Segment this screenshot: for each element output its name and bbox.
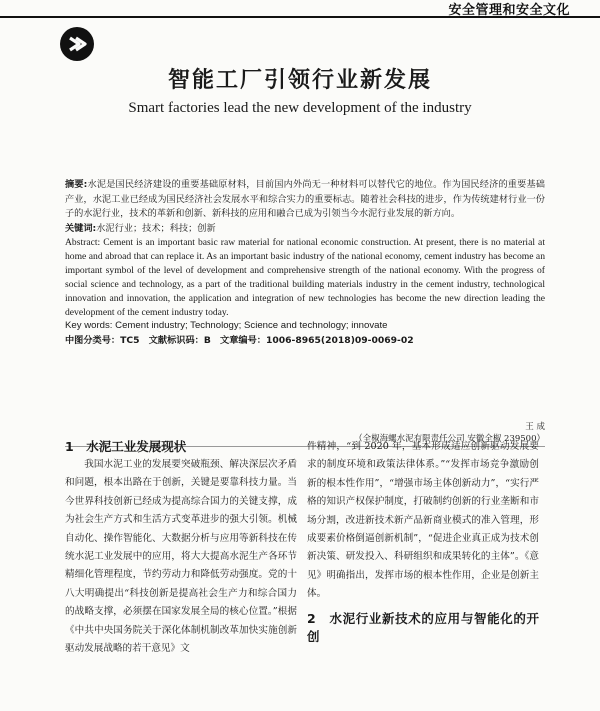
- author-name: 王 成: [525, 422, 545, 432]
- author-affiliation: （全椒海螺水泥有限责任公司 安徽全椒 239500）: [354, 434, 545, 444]
- keywords-zh: [65, 222, 545, 237]
- section-1-paragraph: 我国水泥工业的发展要突破瓶颈、解决深层次矛盾和问题，根本出路在于创新，关键是要靠科技力量。当今世界科技创新已经成为提高综合国力的关键支撑，成为社会生产方式和生活方式变革进步的强大引领。机械自动化、操作智能化、大数据分析与应用等新科技在传统水泥工业发展中的应用，将大大提高水泥生产各环节精细化管理程度，节约劳动力和降低劳动强度。党的十八大明确提出“科技创新是提高社会生产力和综合国力的战略支撑，必须摆在国家发展全局的核心位置。”根据《中共中央国务院关于深化体制机制改革加快实施创新驱动发展战略的若干意见》文: [65, 459, 297, 655]
- article-title-en: Smart factories lead the new development of the industry: [128, 100, 472, 116]
- keywords-label-en: Key words:: [65, 320, 113, 332]
- section-2-heading: 2 水泥行业新技术的应用与智能化的开创: [307, 610, 539, 644]
- article-title-zh: 智能工厂引领行业新发展: [167, 68, 432, 93]
- body-column-left: [65, 438, 297, 658]
- journal-title: 安全管理和安全文化: [448, 3, 570, 18]
- section-1-heading: 1 水泥工业发展现状: [65, 439, 187, 454]
- arrow-right-icon: [60, 27, 94, 61]
- classification-text: 中图分类号：TC5 文献标识码：B 文章编号：1006-8965(2018)09-0069-02: [65, 334, 414, 346]
- abstract-label-zh: 摘要:: [65, 179, 88, 190]
- keywords-label-zh: 关键词:: [65, 222, 97, 234]
- abstract-block: [65, 178, 545, 348]
- abstract-label-en: Abstract:: [65, 237, 101, 248]
- abstract-zh: [65, 178, 545, 222]
- abstract-en: [65, 236, 545, 319]
- abstract-zh-text: 水泥是国民经济建设的重要基础原材料，目前国内外尚无一种材料可以替代它的地位。作为国民经济的重要基础产业，水泥工业已经成为国民经济社会发展水平和综合实力的重要标志。随着社会科技的进步，作为传统建材行业一份子的水泥行业，技术的革新和创新、新科技的应用和融合已成为引领当今水泥行业发展的新方向。: [65, 179, 545, 219]
- classification-line: [65, 334, 545, 349]
- body-column-right: [307, 438, 539, 646]
- keywords-en: [65, 319, 545, 334]
- abstract-en-text: Cement is an important basic raw material for national economic construction. At present, there is no material at home and abroad that can replace it. As an important basic industry of the national economy, cement industry has become an important symbol of the level of development and comprehensive strength of the national economy. With the progress of social science and technology, as a part of the traditional building materials industry in the cement industry, technological innovation and innovation, the application and integration of new technologies has become the new direction leading the development of the cement industry today.: [65, 237, 545, 318]
- journal-header: [0, 0, 600, 18]
- right-paragraph: 件精神，“到 2020 年，基本形成适应创新驱动发展要求的制度环境和政策法律体系。”“发挥市场竞争激励创新的根本性作用”，“增强市场主体创新动力”，“实行严格的知识产权保护制度，打破制约创新的行业垄断和市场分割，改进新技术新产品新商业模式的准入管理，形成要素价格倒逼创新机制”，“促进企业真正成为技术创新决策、研发投入、科研组织和成果转化的主体”。《意见》明确指出，发挥市场的根本性作用，企业是创新主体。: [307, 441, 539, 600]
- keywords-en-text: Cement industry; Technology; Science and technology; innovate: [115, 320, 388, 332]
- keywords-zh-text: 水泥行业；技术；科技；创新: [96, 222, 216, 234]
